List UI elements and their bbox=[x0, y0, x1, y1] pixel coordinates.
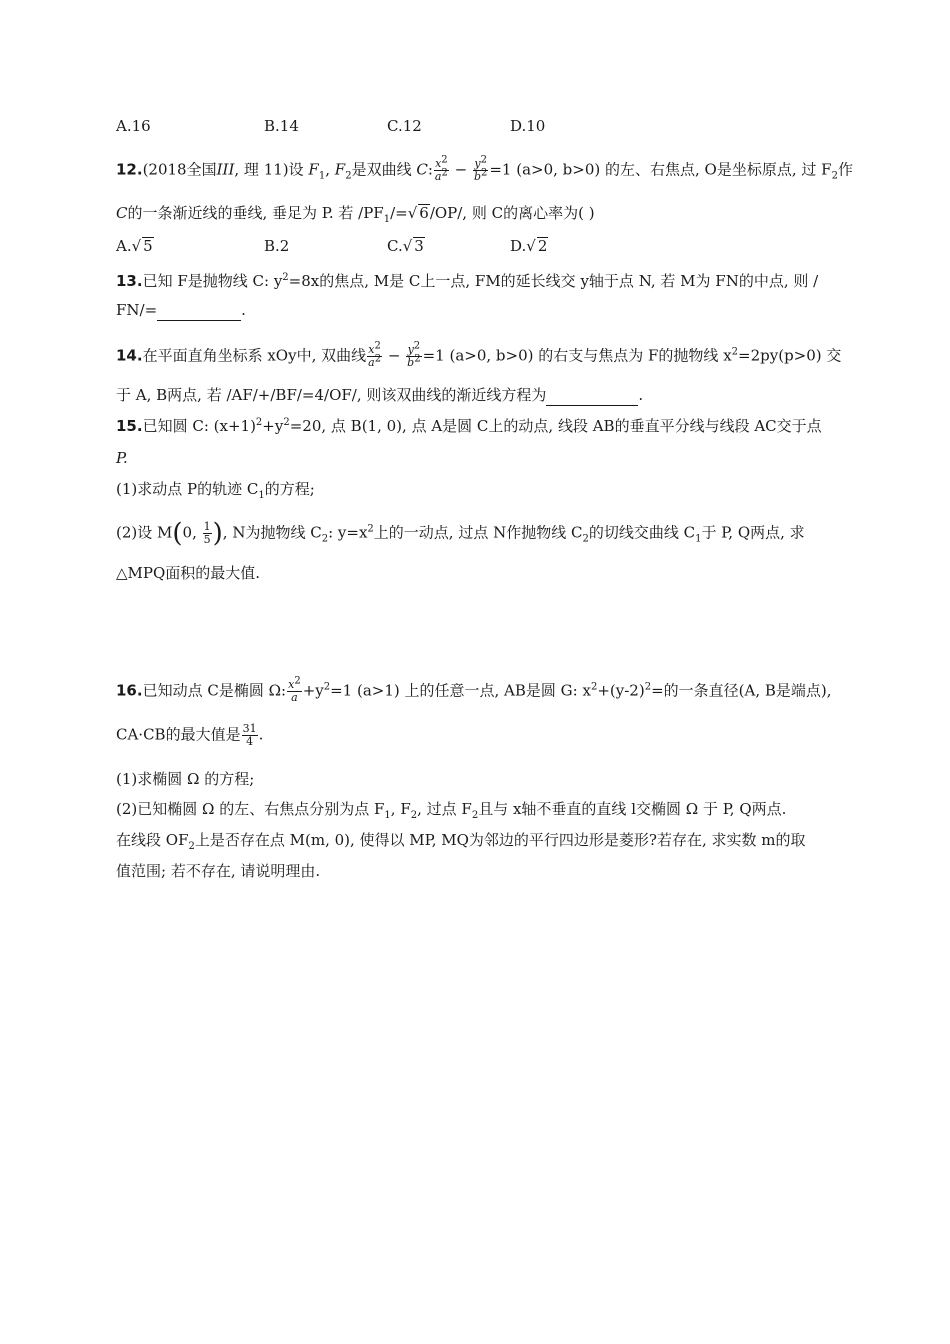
q12-option-d: D.√ 2 bbox=[510, 237, 548, 255]
q15-line-1: 15.已知圆 C: $(x+1)^2+y^2=20$, 点 B(1, 0), 点 A是圆 C上的动点, 线段 AB的垂直平分线与线段 AC交于点 bbox=[116, 417, 822, 435]
q15-number: 15. bbox=[116, 417, 143, 435]
q13-number: 13. bbox=[116, 272, 143, 290]
q14-line-1: 14.在平面直角坐标系 xOy中, 双曲线 $\frac{x^2}{a^2}$ − $\frac{y^2}{b^2}$ =1 (a>0, b>0) 的右支与焦点为 F的抛物线 $x^2=2py(p>0)$ 交 bbox=[116, 340, 842, 369]
q14-fraction-x: $\frac{x^2}{a^2}$ bbox=[368, 340, 382, 369]
q12-option-b: B.2 bbox=[264, 237, 290, 255]
q15-line-2: P. bbox=[116, 449, 128, 467]
q14-answer-blank bbox=[546, 385, 638, 406]
q16-part-2: (2)已知椭圆 Ω 的左、右焦点分别为点 $F_1$, $F_2$, 过点 $F_2$且与 x轴不垂直的直线 l交椭圆 Ω 于 P, Q两点. bbox=[116, 800, 787, 821]
q13-line-1: 13.已知 F是抛物线 C: $y^2=8x$的焦点, M是 C上一点, FM的延长线交 y轴于点 N, 若 M为 FN的中点, 则 / bbox=[116, 272, 819, 290]
q15-fraction-one-fifth: $\frac{1}{5}$ bbox=[203, 520, 211, 546]
q12-fraction-y: $\frac{y^2}{b^2}$ bbox=[473, 154, 488, 183]
q16-line-1: 16.已知动点 C是椭圆 Ω: $\frac{x^2}{a}$ $+y^2=1$ (a>1) 上的任意一点, AB是圆 G: $x^2+(y-2)^2=$的一条直径(A, B是端点), bbox=[116, 675, 832, 704]
q12-line-2: C的一条渐近线的垂线, 垂足为 P. 若 $/PF_1/=√$ 6/OP/, 则 C的离心率为( ) bbox=[116, 204, 595, 225]
q11-option-a: A.16 bbox=[116, 117, 151, 135]
q12-option-a: A.√ 5 bbox=[116, 237, 153, 255]
q12-fraction-x: $\frac{x^2}{a^2}$ bbox=[434, 154, 448, 183]
q14-number: 14. bbox=[116, 346, 143, 365]
q16-line-5: 在线段 $OF_2$上是否存在点 M(m, 0), 使得以 MP, MQ为邻边的平行四边形是菱形?若存在, 求实数 m的取 bbox=[116, 831, 806, 852]
q16-line-6: 值范围; 若不存在, 请说明理由. bbox=[116, 862, 321, 880]
q15-part-2: (2)设 M(0, $\frac{1}{5}$ ), N为抛物线 $C_2$: $y=x^2$上的一动点, 过点 N作抛物线 $C_2$的切线交曲线 $C_1$于 P, Q两点, 求 bbox=[116, 518, 805, 549]
q12-option-c: C.√ 3 bbox=[387, 237, 424, 255]
q14-fraction-y: $\frac{y^2}{b^2}$ bbox=[407, 340, 421, 369]
q11-option-b: B.14 bbox=[264, 117, 299, 135]
q13-answer-blank bbox=[157, 300, 241, 321]
q15-line-5: △MPQ面积的最大值. bbox=[116, 564, 261, 582]
q16-fraction-x: $\frac{x^2}{a}$ bbox=[288, 675, 301, 704]
q16-fraction-max: $\frac{31}{4}$ bbox=[242, 722, 257, 748]
q12-number: 12. bbox=[116, 160, 143, 179]
q11-option-d: D.10 bbox=[510, 117, 546, 135]
q15-part-1: (1)求动点 P的轨迹 $C_1$的方程; bbox=[116, 480, 315, 501]
q13-line-2: FN/= . bbox=[116, 301, 246, 319]
q16-number: 16. bbox=[116, 681, 143, 700]
q12-line-1: 12.(2018全国III, 理 11)设 $F_1$, $F_2$是双曲线 C: $\frac{x^2}{a^2}$ − $\frac{y^2}{b^2}$ =1 (a>0, b>0) 的左、右焦点, O是坐标原点, 过 $F_2$作 bbox=[116, 154, 853, 183]
q16-line-2: CA·CB的最大值是 $\frac{31}{4}$ . bbox=[116, 722, 264, 748]
q16-part-1: (1)求椭圆 Ω 的方程; bbox=[116, 770, 255, 788]
q12-root-six: 6 bbox=[419, 204, 429, 222]
q14-line-2: 于 A, B两点, 若 /AF/+/BF/=4/OF/, 则该双曲线的渐近线方程为 . bbox=[116, 386, 644, 404]
q11-option-c: C.12 bbox=[387, 117, 422, 135]
